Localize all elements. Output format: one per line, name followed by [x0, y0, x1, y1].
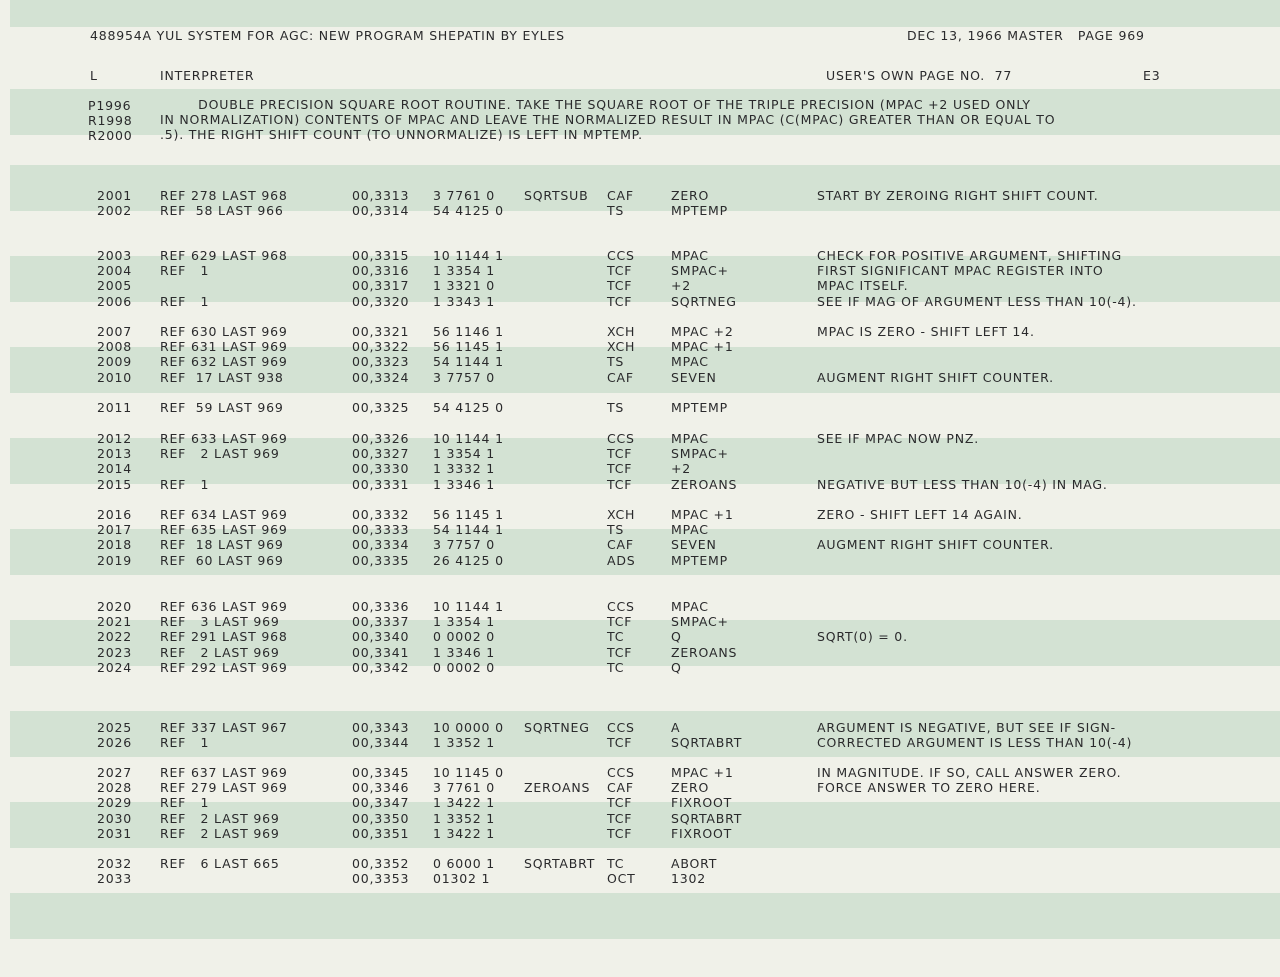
comment: SQRT(0) = 0. [817, 629, 908, 645]
address: 00,3334 [352, 537, 410, 553]
opcode: CCS [607, 248, 635, 263]
operand: +2 [671, 461, 692, 477]
address: 00,3324 [352, 369, 410, 385]
octal-code: 1 3332 1 [433, 461, 496, 477]
line-number: 2017 [97, 522, 133, 538]
ref-info: REF 637 LAST 969 [160, 765, 288, 780]
ref-info: REF 58 LAST 966 [160, 203, 284, 219]
octal-code: 3 7757 0 [433, 369, 496, 385]
address: 00,3345 [352, 765, 410, 780]
ref-info: REF 292 LAST 969 [160, 659, 288, 675]
operand: MPAC +1 [671, 765, 734, 780]
address: 00,3317 [352, 278, 410, 294]
address: 00,3327 [352, 446, 410, 462]
operand: 1302 [671, 871, 707, 887]
address: 00,3313 [352, 188, 410, 203]
line-number: 2001 [97, 188, 133, 203]
octal-code: 1 3346 1 [433, 644, 496, 660]
address: 00,3343 [352, 720, 410, 735]
opcode: TC [607, 856, 625, 871]
ref-info: REF 278 LAST 968 [160, 188, 288, 203]
address: 00,3315 [352, 248, 410, 263]
address: 00,3336 [352, 599, 410, 614]
operand: A [671, 720, 681, 735]
opcode: TCF [607, 614, 633, 630]
ref-info: REF 1 [160, 795, 210, 811]
line-number: 2005 [97, 278, 133, 294]
symbol-label: SQRTSUB [524, 188, 589, 203]
octal-code: 1 3343 1 [433, 293, 496, 309]
operand: Q [671, 659, 682, 675]
opcode: TCF [607, 293, 633, 309]
comment-line: .5). THE RIGHT SHIFT COUNT (TO UNNORMALIZE) IS LEFT IN MPTEMP. [160, 127, 643, 142]
page-code: E3 [1143, 68, 1161, 83]
comment: IN MAGNITUDE. IF SO, CALL ANSWER ZERO. [817, 765, 1122, 780]
octal-code: 56 1145 1 [433, 339, 504, 355]
opcode: TCF [607, 735, 633, 751]
line-number: 2030 [97, 810, 133, 826]
opcode: TS [607, 203, 625, 219]
operand: ABORT [671, 856, 718, 871]
operand: MPTEMP [671, 203, 728, 219]
address: 00,3333 [352, 522, 410, 538]
ref-info: REF 18 LAST 969 [160, 537, 284, 553]
address: 00,3351 [352, 825, 410, 841]
opcode: CCS [607, 431, 635, 446]
octal-code: 01302 1 [433, 871, 491, 887]
octal-code: 0 6000 1 [433, 856, 496, 871]
line-number: 2008 [97, 339, 133, 355]
ref-info: REF 1 [160, 735, 210, 751]
octal-code: 10 1144 1 [433, 599, 504, 614]
octal-code: 0 0002 0 [433, 659, 496, 675]
address: 00,3316 [352, 263, 410, 279]
comment: CHECK FOR POSITIVE ARGUMENT, SHIFTING [817, 248, 1122, 263]
ref-info: REF 59 LAST 969 [160, 400, 284, 415]
comment: NEGATIVE BUT LESS THAN 10(-4) IN MAG. [817, 476, 1108, 492]
operand: +2 [671, 278, 692, 294]
comment: AUGMENT RIGHT SHIFT COUNTER. [817, 537, 1054, 553]
symbol-label: SQRTABRT [524, 856, 596, 871]
octal-code: 3 7757 0 [433, 537, 496, 553]
comment-line: IN NORMALIZATION) CONTENTS OF MPAC AND LEAVE THE NORMALIZED RESULT IN MPAC (C(MPAC) GREATER THAN OR EQUAL TO [160, 112, 1056, 127]
comment: SEE IF MPAC NOW PNZ. [817, 431, 980, 446]
line-number: 2013 [97, 446, 133, 462]
operand: MPTEMP [671, 552, 728, 568]
address: 00,3325 [352, 400, 410, 415]
operand: FIXROOT [671, 795, 733, 811]
ref-info: REF 635 LAST 969 [160, 522, 288, 538]
line-number: 2020 [97, 599, 133, 614]
opcode: CAF [607, 537, 634, 553]
line-number: 2032 [97, 856, 133, 871]
operand: MPAC +1 [671, 507, 734, 522]
comment: MPAC IS ZERO - SHIFT LEFT 14. [817, 324, 1035, 339]
operand: ZEROANS [671, 476, 738, 492]
line-number: 2029 [97, 795, 133, 811]
ref-info: REF 279 LAST 969 [160, 780, 288, 796]
operand: MPAC [671, 431, 709, 446]
octal-code: 54 4125 0 [433, 203, 504, 219]
octal-code: 54 4125 0 [433, 400, 504, 415]
line-number: 2011 [97, 400, 133, 415]
opcode: ADS [607, 552, 636, 568]
ref-info: REF 337 LAST 967 [160, 720, 288, 735]
address: 00,3346 [352, 780, 410, 796]
address: 00,3341 [352, 644, 410, 660]
opcode: CCS [607, 765, 635, 780]
opcode: TS [607, 354, 625, 370]
line-number: 2012 [97, 431, 133, 446]
octal-code: 1 3352 1 [433, 735, 496, 751]
octal-code: 3 7761 0 [433, 188, 496, 203]
comment: ZERO - SHIFT LEFT 14 AGAIN. [817, 507, 1023, 522]
octal-code: 1 3354 1 [433, 614, 496, 630]
ref-info: REF 2 LAST 969 [160, 810, 280, 826]
operand: MPAC +2 [671, 324, 734, 339]
octal-code: 54 1144 1 [433, 522, 504, 538]
comment: FORCE ANSWER TO ZERO HERE. [817, 780, 1041, 796]
ref-info: REF 632 LAST 969 [160, 354, 288, 370]
ref-info: REF 6 LAST 665 [160, 856, 280, 871]
address: 00,3314 [352, 203, 410, 219]
line-number: 2016 [97, 507, 133, 522]
address: 00,3352 [352, 856, 410, 871]
opcode: TS [607, 400, 625, 415]
opcode: TCF [607, 278, 633, 294]
opcode: TCF [607, 263, 633, 279]
comment: ARGUMENT IS NEGATIVE, BUT SEE IF SIGN- [817, 720, 1116, 735]
octal-code: 10 0000 0 [433, 720, 504, 735]
operand: SMPAC+ [671, 614, 729, 630]
line-number: 2025 [97, 720, 133, 735]
octal-code: 1 3346 1 [433, 476, 496, 492]
ref-info: REF 631 LAST 969 [160, 339, 288, 355]
opcode: TC [607, 659, 625, 675]
opcode: XCH [607, 324, 636, 339]
address: 00,3353 [352, 871, 410, 887]
line-number: 2009 [97, 354, 133, 370]
line-number: 2002 [97, 203, 133, 219]
line-number: 2015 [97, 476, 133, 492]
opcode: TCF [607, 446, 633, 462]
opcode: CAF [607, 188, 634, 203]
address: 00,3320 [352, 293, 410, 309]
ref-info: REF 60 LAST 969 [160, 552, 284, 568]
line-number: 2026 [97, 735, 133, 751]
line-number: 2018 [97, 537, 133, 553]
address: 00,3347 [352, 795, 410, 811]
comment: SEE IF MAG OF ARGUMENT LESS THAN 10(-4). [817, 293, 1137, 309]
octal-code: 1 3354 1 [433, 263, 496, 279]
address: 00,3335 [352, 552, 410, 568]
operand: ZERO [671, 780, 710, 796]
operand: SEVEN [671, 369, 717, 385]
line-number: 2006 [97, 293, 133, 309]
octal-code: 10 1144 1 [433, 431, 504, 446]
opcode: TCF [607, 644, 633, 660]
operand: SMPAC+ [671, 263, 729, 279]
operand: MPAC [671, 599, 709, 614]
address: 00,3337 [352, 614, 410, 630]
ref-info: REF 633 LAST 969 [160, 431, 288, 446]
ref-info: REF 630 LAST 969 [160, 324, 288, 339]
address: 00,3350 [352, 810, 410, 826]
opcode: TCF [607, 795, 633, 811]
opcode: CCS [607, 720, 635, 735]
header-title: 488954A YUL SYSTEM FOR AGC: NEW PROGRAM SHEPATIN BY EYLES [90, 28, 565, 43]
opcode: CAF [607, 369, 634, 385]
comment-line: DOUBLE PRECISION SQUARE ROOT ROUTINE. TAKE THE SQUARE ROOT OF THE TRIPLE PRECISION (MPAC +2 USED ONLY [160, 97, 1031, 112]
paper-band [10, 0, 1280, 27]
comment: AUGMENT RIGHT SHIFT COUNTER. [817, 369, 1054, 385]
header-date-page: DEC 13, 1966 MASTER PAGE 969 [907, 28, 1145, 43]
line-number: 2028 [97, 780, 133, 796]
line-number: 2033 [97, 871, 133, 887]
user-page-number: USER'S OWN PAGE NO. 77 [826, 68, 1013, 83]
octal-code: 1 3352 1 [433, 810, 496, 826]
line-number: 2027 [97, 765, 133, 780]
ref-info: REF 17 LAST 938 [160, 369, 284, 385]
operand: MPTEMP [671, 400, 728, 415]
octal-code: 54 1144 1 [433, 354, 504, 370]
ref-info: REF 2 LAST 969 [160, 644, 280, 660]
operand: ZEROANS [671, 644, 738, 660]
octal-code: 1 3321 0 [433, 278, 496, 294]
octal-code: 56 1146 1 [433, 324, 504, 339]
operand: SQRTABRT [671, 735, 743, 751]
opcode: TCF [607, 476, 633, 492]
line-number: 2031 [97, 825, 133, 841]
address: 00,3322 [352, 339, 410, 355]
paper-band [10, 893, 1280, 939]
address: 00,3323 [352, 354, 410, 370]
comment-label: R1998 [88, 113, 133, 128]
opcode: XCH [607, 339, 636, 355]
opcode: TCF [607, 810, 633, 826]
line-number: 2003 [97, 248, 133, 263]
operand: Q [671, 629, 682, 645]
octal-code: 0 0002 0 [433, 629, 496, 645]
operand: MPAC [671, 248, 709, 263]
symbol-label: SQRTNEG [524, 720, 590, 735]
address: 00,3330 [352, 461, 410, 477]
ref-info: REF 636 LAST 969 [160, 599, 288, 614]
line-number: 2022 [97, 629, 133, 645]
ref-info: REF 3 LAST 969 [160, 614, 280, 630]
opcode: XCH [607, 507, 636, 522]
octal-code: 1 3354 1 [433, 446, 496, 462]
opcode: OCT [607, 871, 636, 887]
line-number: 2021 [97, 614, 133, 630]
address: 00,3344 [352, 735, 410, 751]
address: 00,3331 [352, 476, 410, 492]
address: 00,3321 [352, 324, 410, 339]
opcode: TC [607, 629, 625, 645]
operand: ZERO [671, 188, 710, 203]
octal-code: 3 7761 0 [433, 780, 496, 796]
octal-code: 10 1145 0 [433, 765, 504, 780]
octal-code: 1 3422 1 [433, 825, 496, 841]
octal-code: 26 4125 0 [433, 552, 504, 568]
operand: MPAC [671, 354, 709, 370]
operand: MPAC [671, 522, 709, 538]
opcode: CCS [607, 599, 635, 614]
comment: MPAC ITSELF. [817, 278, 909, 294]
operand: MPAC +1 [671, 339, 734, 355]
comment: CORRECTED ARGUMENT IS LESS THAN 10(-4) [817, 735, 1133, 751]
comment: START BY ZEROING RIGHT SHIFT COUNT. [817, 188, 1099, 203]
ref-info: REF 2 LAST 969 [160, 825, 280, 841]
operand: SMPAC+ [671, 446, 729, 462]
symbol-label: ZEROANS [524, 780, 591, 796]
octal-code: 56 1145 1 [433, 507, 504, 522]
ref-info: REF 2 LAST 969 [160, 446, 280, 462]
line-number: 2014 [97, 461, 133, 477]
opcode: CAF [607, 780, 634, 796]
ref-info: REF 629 LAST 968 [160, 248, 288, 263]
operand: SEVEN [671, 537, 717, 553]
line-number: 2019 [97, 552, 133, 568]
operand: FIXROOT [671, 825, 733, 841]
opcode: TS [607, 522, 625, 538]
opcode: TCF [607, 461, 633, 477]
line-number: 2023 [97, 644, 133, 660]
ref-info: REF 291 LAST 968 [160, 629, 288, 645]
ref-info: REF 634 LAST 969 [160, 507, 288, 522]
subheader-code: L [90, 68, 98, 83]
comment-label: R2000 [88, 128, 133, 143]
section-name: INTERPRETER [160, 68, 255, 83]
octal-code: 10 1144 1 [433, 248, 504, 263]
line-number: 2007 [97, 324, 133, 339]
ref-info: REF 1 [160, 476, 210, 492]
operand: SQRTNEG [671, 293, 737, 309]
address: 00,3342 [352, 659, 410, 675]
line-number: 2024 [97, 659, 133, 675]
line-number: 2010 [97, 369, 133, 385]
address: 00,3326 [352, 431, 410, 446]
operand: SQRTABRT [671, 810, 743, 826]
address: 00,3340 [352, 629, 410, 645]
ref-info: REF 1 [160, 263, 210, 279]
comment: FIRST SIGNIFICANT MPAC REGISTER INTO [817, 263, 1104, 279]
address: 00,3332 [352, 507, 410, 522]
octal-code: 1 3422 1 [433, 795, 496, 811]
opcode: TCF [607, 825, 633, 841]
ref-info: REF 1 [160, 293, 210, 309]
line-number: 2004 [97, 263, 133, 279]
comment-label: P1996 [88, 98, 132, 113]
